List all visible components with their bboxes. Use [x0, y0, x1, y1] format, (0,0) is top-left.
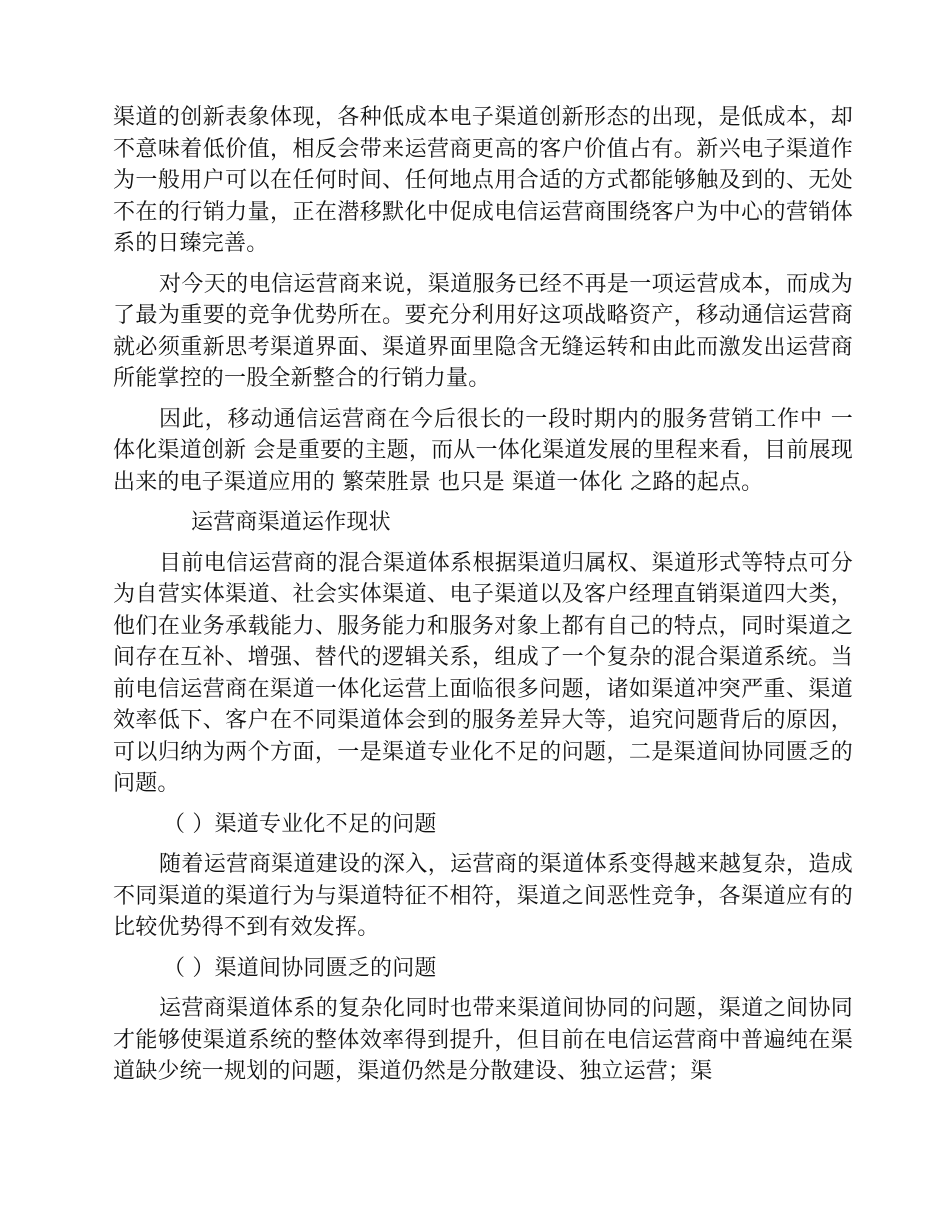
paragraph-specialization: 随着运营商渠道建设的深入，运营商的渠道体系变得越来越复杂，造成不同渠道的渠道行为与渠道特征不相符，渠道之间恶性竞争，各渠道应有的比较优势得不到有效发挥。 [113, 852, 853, 940]
subsection-heading-specialization: （ ）渠道专业化不足的问题 [163, 811, 437, 837]
section-heading: 运营商渠道运作现状 [191, 510, 391, 535]
paragraph-channel-innovation: 渠道的创新表象体现，各种低成本电子渠道创新形态的出现，是低成本，却不意味着低价值，相反会带来运营商更高的客户价值占有。新兴电子渠道作为一般用户可以在任何时间、任何地点用合适的方式都能够触及到的、无处不在的行销力量，正在潜移默化中促成电信运营商围绕客户为中心的营销体系的日臻完善。 [113, 105, 853, 256]
document-body [113, 102, 853, 1088]
paragraph-integration-theme: 因此，移动通信运营商在今后很长的一段时期内的服务营销工作中 一体化渠道创新 会是重要的主题，而从一体化渠道发展的里程来看，目前展现出来的电子渠道应用的 繁荣胜景 也只是 渠道一体化 之路的起点。 [113, 406, 853, 495]
paragraph-collaboration: 运营商渠道体系的复杂化同时也带来渠道间协同的问题，渠道之间协同才能够使渠道系统的整体效率得到提升，但目前在电信运营商中普遍纯在渠道缺少统一规划的问题，渠道仍然是分散建设、独立运营；渠 [113, 996, 853, 1084]
paragraph-channel-status: 目前电信运营商的混合渠道体系根据渠道归属权、渠道形式等特点可分为自营实体渠道、社会实体渠道、电子渠道以及客户经理直销渠道四大类，他们在业务承载能力、服务能力和服务对象上都有自己的特点，同时渠道之间存在互补、增强、替代的逻辑关系，组成了一个复杂的混合渠道系统。当前电信运营商在渠道一体化运营上面临很多问题，诸如渠道冲突严重、渠道效率低下、客户在不同渠道体会到的服务差异大等，追究问题背后的原因，可以归纳为两个方面，一是渠道专业化不足的问题，二是渠道间协同匮乏的问题。 [113, 550, 853, 796]
subsection-heading-collaboration: （ ）渠道间协同匮乏的问题 [163, 955, 437, 981]
paragraph-competitive-advantage: 对今天的电信运营商来说，渠道服务已经不再是一项运营成本，而成为了最为重要的竞争优势所在。要充分利用好这项战略资产，移动通信运营商就必须重新思考渠道界面、渠道界面里隐含无缝运转和由此而激发出运营商所能掌控的一股全新整合的行销力量。 [113, 271, 853, 391]
